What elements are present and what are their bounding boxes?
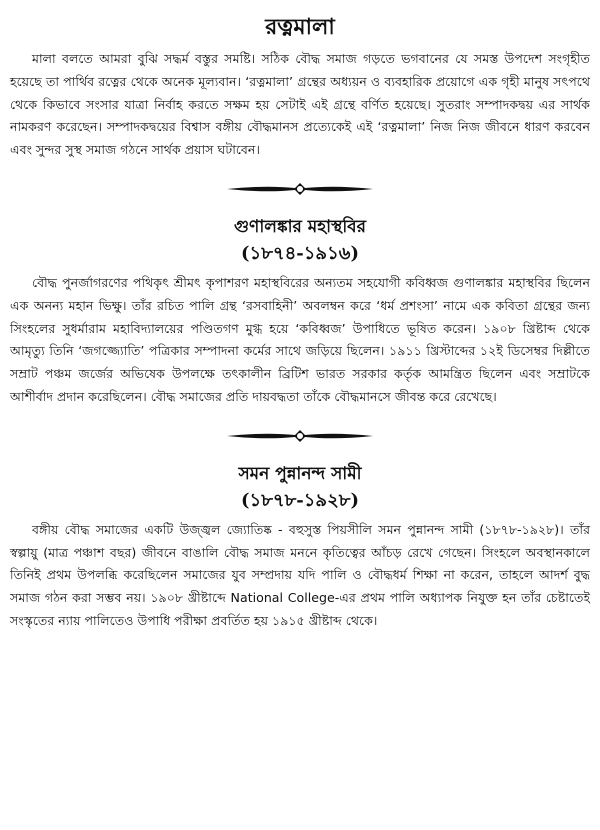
- intro-paragraph: মালা বলতে আমরা বুঝি সদ্ধর্ম বস্তুর সমষ্টি। সঠিক বৌদ্ধ সমাজ গড়তে ভগবানের যে সমস্ত উপদেশ সংগৃহীত হয়েছে তা পার্থিব রত্নের থেকে অনেক মূল্যবান। ‘রত্নমালা’ গ্রন্থের অধ্যয়ন ও ব্যবহারিক প্রয়োগে এক গৃহী মানুষ সৎপথে থেকে কিভাবে সংসার যাত্রা নির্বাহ করতে সক্ষম হয় সেটাই এই গ্রন্থে বর্ণিত হয়েছে। সুতরাং সম্পাদকদ্বয় এর সার্থক নামকরণ করেছেন। সম্পাদকদ্বয়ের বিশ্বাস বঙ্গীয় বৌদ্ধমানস প্রত্যেকেই এই ‘রত্নমালা’ নিজ নিজ জীবনে ধারণ করবেন এবং সুন্দর সুস্থ সমাজ গঠনে সার্থক প্রয়াস ঘটাবেন।: [10, 51, 590, 158]
- section-years-gunalankar: (১৮৭৪-১৯১৬): [241, 242, 359, 264]
- divider-ornament-icon: [225, 426, 375, 446]
- section-title-gunalankar: গুণালঙ্কার মহাস্থবির: [233, 216, 366, 237]
- section-paragraph-punnananda: বঙ্গীয় বৌদ্ধ সমাজের একটি উজ্জ্বল জ্যোতিষ্ক - বহুসুস্ত পিয়সীলি সমন পুন্নানন্দ সামী (১৮৭৮-১৯২৮)। তাঁর স্বল্পায়ু (মাত্র পঞ্চাশ বছর) জীবনে বাঙালি বৌদ্ধ সমাজ মননে কৃতিত্বের আঁচড় রেখে গেছেন। সিংহলে অবস্থানকালে তিনিই প্রথম উপলব্ধি করেছিলেন সমাজের যুব সম্প্রদায় যদি পালি ও বৌদ্ধধর্ম শিক্ষা না করেন, তাহলে আদর্শ বুদ্ধ সমাজ গঠন করা সম্ভব নয়। ১৯০৮ খ্রীষ্টাব্দে National College-এর প্রথম পালি অধ্যাপক নিযুক্ত হন তাঁর চেষ্টাতেই সংস্কৃতের ন্যায় পালিতেও উপাধি পরীক্ষা প্রবর্তিত হয় ১৯১৫ খ্রীষ্টাব্দ থেকে।: [10, 521, 590, 628]
- page-title: রত্নমালা: [265, 14, 335, 40]
- section-years-punnananda: (১৮৭৮-১৯২৮): [241, 489, 359, 511]
- ornamental-divider: [10, 176, 590, 202]
- ornamental-divider: [10, 423, 590, 449]
- divider-ornament-icon: [225, 179, 375, 199]
- section-paragraph-gunalankar: বৌদ্ধ পুনর্জাগরণের পথিকৃৎ শ্রীমৎ কৃপাশরণ মহাস্থবিরের অন্যতম সহযোগী কবিধ্বজ গুণালঙ্কার মহাস্থবির ছিলেন এক অনন্য মহান ভিক্ষু। তাঁর রচিত পালি গ্রন্থ ‘রসবাহিনী’ অবলম্বন করে ‘ধর্ম প্রশংসা’ নামে এক কবিতা গ্রন্থের জন্য সিংহলের সুধর্মারাম মহাবিদ্যালয়ের পণ্ডিতগণ মুগ্ধ হয়ে ‘কবিধ্বজ’ উপাধিতে ভূষিত করেন। ১৯০৮ খ্রিষ্টাব্দ থেকে আমৃত্যু তিনি ‘জগজ্জ্যোতি’ পত্রিকার সম্পাদনা কর্মের সাথে জড়িয়ে ছিলেন। ১৯১১ খ্রিস্টাব্দের ১২ই ডিসেম্বর দিল্লীতে সম্রাট পঞ্চম জর্জের অভিষেক উপলক্ষে তৎকালীন ব্রিটিশ ভারত সরকার কর্তৃক আমন্ত্রিত ছিলেন এবং সম্রাটকে আশীর্বাদ প্রদান করেছিলেন। বৌদ্ধ সমাজের প্রতি দায়বদ্ধতা তাঁকে বৌদ্ধমানসে জীবন্ত করে রেখেছে।: [10, 274, 590, 404]
- section-title-punnananda: সমন পুন্নানন্দ সামী: [238, 463, 362, 484]
